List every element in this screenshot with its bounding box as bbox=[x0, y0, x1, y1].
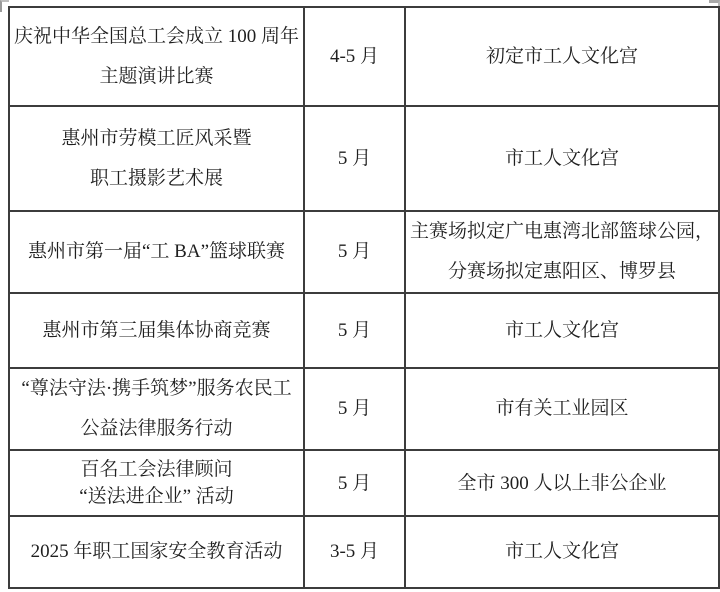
event-schedule-table bbox=[8, 6, 720, 589]
time-value: 5 月 bbox=[337, 241, 372, 262]
activity-line: 庆祝中华全国总工会成立 100 周年 bbox=[14, 25, 300, 47]
time-value: 3-5 月 bbox=[329, 541, 380, 562]
table-row bbox=[9, 516, 719, 588]
location-line: 全市 300 人以上非公企业 bbox=[457, 472, 667, 494]
location-cell bbox=[405, 106, 719, 211]
activity-line: 惠州市劳模工匠风采暨 bbox=[61, 127, 252, 149]
location-line: 市工人文化宫 bbox=[504, 147, 619, 169]
location-cell bbox=[405, 293, 719, 368]
activity-line: 主题演讲比赛 bbox=[99, 65, 214, 87]
activity-line: 职工摄影艺术展 bbox=[90, 167, 224, 189]
location-line: 市工人文化宫 bbox=[504, 319, 619, 341]
time-cell bbox=[304, 293, 405, 368]
activity-cell bbox=[9, 368, 304, 450]
table-row bbox=[9, 106, 719, 211]
time-value: 4-5 月 bbox=[329, 45, 380, 67]
time-value: 5 月 bbox=[337, 398, 372, 419]
activity-line: 2025 年职工国家安全教育活动 bbox=[30, 541, 283, 562]
activity-cell bbox=[9, 7, 304, 106]
activity-cell bbox=[9, 106, 304, 211]
location-line: 初定市工人文化宫 bbox=[485, 45, 638, 67]
time-cell bbox=[304, 211, 405, 293]
location-cell bbox=[405, 211, 719, 293]
time-value: 5 月 bbox=[337, 319, 372, 341]
time-cell bbox=[304, 516, 405, 588]
activity-line: 公益法律服务行动 bbox=[80, 418, 233, 439]
activity-line: 惠州市第一届“工 BA”篮球联赛 bbox=[28, 241, 286, 262]
activity-cell bbox=[9, 293, 304, 368]
table-row bbox=[9, 293, 719, 368]
activity-line: 百名工会法律顾问 bbox=[80, 459, 233, 480]
time-cell bbox=[304, 450, 405, 516]
table-row bbox=[9, 7, 719, 106]
time-cell bbox=[304, 7, 405, 106]
location-line: 分赛场拟定惠阳区、博罗县 bbox=[447, 261, 676, 282]
location-cell bbox=[405, 450, 719, 516]
location-line: 主赛场拟定广电惠湾北部篮球公园， bbox=[409, 221, 714, 242]
time-value: 5 月 bbox=[337, 472, 372, 494]
activity-cell bbox=[9, 211, 304, 293]
activity-line: 惠州市第三届集体协商竞赛 bbox=[42, 319, 271, 341]
time-cell bbox=[304, 368, 405, 450]
activity-line: “尊法守法·携手筑梦”服务农民工 bbox=[21, 378, 292, 399]
location-line: 市有关工业园区 bbox=[495, 398, 629, 419]
time-cell bbox=[304, 106, 405, 211]
activity-cell bbox=[9, 516, 304, 588]
table-row bbox=[9, 450, 719, 516]
table-row bbox=[9, 368, 719, 450]
location-line: 市工人文化宫 bbox=[504, 541, 619, 562]
time-value: 5 月 bbox=[337, 147, 372, 169]
location-cell bbox=[405, 516, 719, 588]
location-cell bbox=[405, 368, 719, 450]
table-row bbox=[9, 211, 719, 293]
location-cell bbox=[405, 7, 719, 106]
activity-line: “送法进企业” 活动 bbox=[79, 486, 234, 507]
activity-cell bbox=[9, 450, 304, 516]
